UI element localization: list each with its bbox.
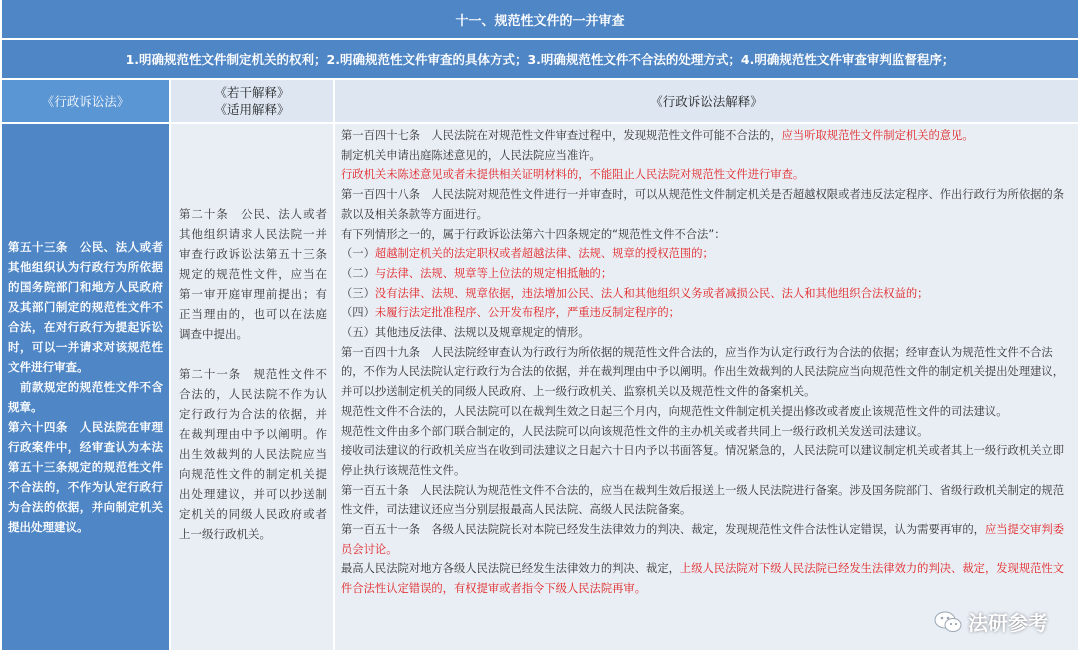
article-150: 第一百五十条 人民法院认为规范性文件不合法的，应当在裁判生效后报送上一级人民法院进行备案。涉及国务院部门、省级行政机关制定的规范性文件，司法建议还应当分别层报最高人民法院、高级人民法院备案。 xyxy=(341,483,1065,517)
header-new-text: 《行政诉讼法解释》 xyxy=(650,93,763,109)
old-article-21: 第二十一条 规范性文件不合法的，人民法院不作为认定行政行为合法的依据，并在裁判理由中予以阐明。作出生效裁判的人民法院应当向规范性文件的制定机关提出处理建议，并可以抄送制定机关的同级人民政府或者上一级行政机关。 xyxy=(179,367,327,541)
old-article-20: 第二十条 公民、法人或者其他组织请求人民法院一并审查行政诉讼法第五十三条规定的规范性文件，应当在第一审开庭审理前提出；有正当理由的，也可以在法庭调查中提出。 xyxy=(179,207,327,341)
article-151-text: 第一百五十一条 各级人民法院院长对本院已经发生法律效力的判决、裁定，发现规范性文件合法性认定错误，认为需要再审的， xyxy=(341,523,985,537)
list-item-4-text: 未履行法定批准程序、公开发布程序，严重违反制定程序的； xyxy=(374,306,680,320)
article-147-text: 第一百四十七条 人民法院在对规范性文件审查过程中，发现规范性文件可能不合法的， xyxy=(341,129,782,142)
list-item-1 xyxy=(341,244,1072,264)
summary-text: 1.明确规范性文件制定机关的权利；2.明确规范性文件审查的具体方式；3.明确规范性文件不合法的处理方式；4.明确规范性文件审查审判监督程序； xyxy=(125,52,955,67)
list-item-3-marker: （三） xyxy=(341,286,375,300)
old-interpretation-column xyxy=(171,124,333,650)
article-151-para2-emphasis: 上级人民法院对下级人民法院已经发生法律效力的判决、裁定，发现规范性文件合法性认定错误的，有权提审或者指令下级人民法院再审。 xyxy=(341,562,1065,596)
header-old-line2: 《适用解释》 xyxy=(214,102,290,117)
watermark xyxy=(934,607,1048,636)
new-interpretation-column xyxy=(335,124,1078,650)
list-item-1-text: 超越制定机关的法定职权或者超越法律、法规、规章的授权范围的； xyxy=(374,247,714,261)
article-149-para3: 规范性文件由多个部门联合制定的，人民法院可以向该规范性文件的主办机关或者共同上一级行政机关发送司法建议。 xyxy=(341,424,929,438)
article-147-para2: 制定机关申请出庭陈述意见的，人民法院应当准许。 xyxy=(341,148,601,162)
list-item-3 xyxy=(341,284,1072,304)
list-item-1-marker: （一） xyxy=(341,247,375,261)
list-item-2-marker: （二） xyxy=(341,266,375,280)
article-151-para2-text: 最高人民法院对地方各级人民法院已经发生法律效力的判决、裁定， xyxy=(341,562,680,576)
header-old-line1: 《若干解释》 xyxy=(214,85,290,100)
list-item-3-text: 没有法律、法规、规章依据，违法增加公民、法人和其他组织义务或者减损公民、法人和其他组织合法权益的； xyxy=(374,286,929,300)
list-item-2-text: 与法律、法规、规章等上位法的规定相抵触的； xyxy=(374,266,613,280)
header-new-interpretation xyxy=(335,80,1078,122)
list-item-2 xyxy=(341,264,1072,284)
article-151-para2 xyxy=(341,559,1072,598)
article-151 xyxy=(341,520,1072,559)
watermark-text: 法研参考 xyxy=(968,611,1048,635)
header-law xyxy=(2,80,169,122)
article-147 xyxy=(341,126,1072,146)
article-147-emphasis: 应当听取规范性文件制定机关的意见。 xyxy=(781,129,974,142)
list-item-4-marker: （四） xyxy=(341,306,375,320)
article-149-para2: 规范性文件不合法的，人民法院可以在裁判生效之日起三个月内，向规范性文件制定机关提出修改或者废止该规范性文件的司法建议。 xyxy=(341,404,1008,418)
law-column xyxy=(2,124,169,650)
list-item-4 xyxy=(341,303,1072,323)
law-article-53-note: 前款规定的规范性文件不含规章。 xyxy=(8,380,163,414)
header-old-interpretations xyxy=(171,80,333,122)
summary-row xyxy=(2,40,1078,80)
table-title xyxy=(2,0,1078,40)
article-151-emphasis: 应当提交审判委员会讨论。 xyxy=(341,523,1065,556)
article-148-list-intro: 有下列情形之一的，属于行政诉讼法第六十四条规定的“规范性文件不合法”： xyxy=(341,227,726,241)
article-147-para3: 行政机关未陈述意见或者未提供相关证明材料的，不能阻止人民法院对规范性文件进行审查。 xyxy=(341,168,805,182)
law-article-53: 第五十三条 公民、法人或者其他组织认为行政行为所依据的国务院部门和地方人民政府及其部门制定的规范性文件不合法，在对行政行为提起诉讼时，可以一并请求对该规范性文件进行审查。 xyxy=(8,240,163,374)
wechat-icon xyxy=(934,610,962,634)
table-title-text: 十一、规范性文件的一并审查 xyxy=(455,13,625,29)
law-article-64: 第六十四条 人民法院在审理行政案件中，经审查认为本法第五十三条规定的规范性文件不合法的，不作为认定行政行为合法的依据，并向制定机关提出处理建议。 xyxy=(8,420,163,534)
header-law-text: 《行政诉讼法》 xyxy=(41,93,130,109)
article-149-para4: 接收司法建议的行政机关应当在收到司法建议之日起六十日内予以书面答复。情况紧急的，人民法院可以建议制定机关或者其上一级行政机关立即停止执行该规范性文件。 xyxy=(341,444,1065,477)
article-149: 第一百四十九条 人民法院经审查认为行政行为所依据的规范性文件合法的，应当作为认定行政行为合法的依据；经审查认为规范性文件不合法的，不作为人民法院认定行政行为合法的依据，并在裁判理由中予以阐明。作出生效裁判的人民法院应当向规范性文件的制定机关提出处理建议，并可以抄送制定机关的同级人民政府、上一级行政机关、监察机关以及规范性文件的备案机关。 xyxy=(341,345,1065,399)
list-item-5: （五）其他违反法律、法规以及规章规定的情形。 xyxy=(341,326,590,340)
article-148: 第一百四十八条 人民法院对规范性文件进行一并审查时，可以从规范性文件制定机关是否超越权限或者违反法定程序、作出行政行为所依据的条款以及相关条款等方面进行。 xyxy=(341,188,1065,221)
